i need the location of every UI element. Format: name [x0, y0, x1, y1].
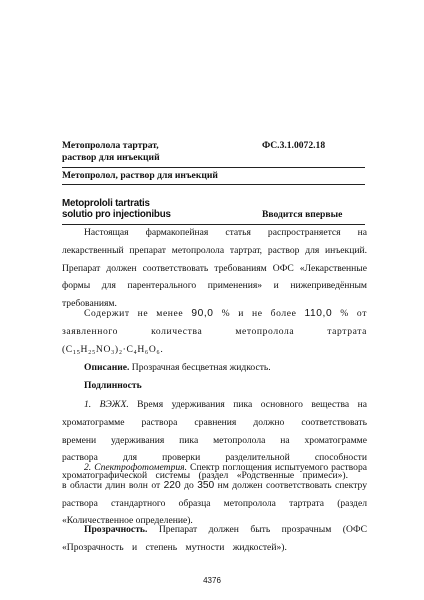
content-max-value: 110,0: [304, 308, 333, 319]
transparency-text: Препарат должен быть прозрачным (ОФС «Прозрачность и степень мутности жидкостей»).: [62, 524, 367, 553]
formula-tail: H₂₅NO₃)₂·C₄H₆O₆.: [80, 343, 164, 355]
latin-name: [62, 198, 252, 220]
spectro-paragraph: [62, 459, 367, 530]
spectro-text-1: Спектр поглощения испытуемого раствора в области длин волн от: [62, 462, 367, 491]
identity-heading: Подлинность: [84, 380, 142, 391]
latin-line-1: Metoprololi tartratis: [62, 198, 150, 209]
introduction-note: Вводится впервые: [262, 209, 343, 220]
monograph-code: ФС.3.1.0072.18: [262, 140, 326, 151]
content-min-value: 90,0: [191, 308, 214, 319]
spectro-to-value: 350: [197, 479, 215, 491]
spectro-label: 2. Спектрофотометрия.: [84, 462, 188, 473]
monograph-subtitle: Метопролол, раствор для инъекций: [62, 170, 218, 181]
description-paragraph: [62, 359, 367, 377]
header-rule-2: [62, 184, 365, 185]
content-text-3: % от заявленного количества метопролола тартрата (C: [62, 308, 367, 355]
content-text-2: % и не более: [213, 308, 305, 319]
scope-paragraph: [62, 224, 367, 313]
hplc-label: 1. ВЭЖХ.: [84, 399, 129, 410]
scope-text: Настоящая фармакопейная статья распространяется на лекарственный препарат метопролола тартрат, раствор для инъекций. Препарат должен соответствовать требованиям ОФС «Лекарственные формы для парентерального применения» и нижеприведённым требованиям.: [62, 227, 367, 310]
monograph-title: [62, 140, 252, 164]
spectro-text-3: нм должен соответствовать спектру раствора стандартного образца метопролола тартрата (раздел «Количественное определение).: [62, 479, 367, 527]
spectro-from-value: 220: [163, 479, 181, 491]
transparency-label: Прозрачность.: [84, 524, 148, 535]
description-text: Прозрачная бесцветная жидкость.: [129, 362, 271, 373]
description-label: Описание.: [84, 362, 130, 373]
page-number: 4376: [203, 576, 221, 585]
header-rule-1: [62, 167, 365, 168]
latin-line-2: solutio pro injectionibus: [62, 209, 171, 220]
content-text-1: Содержит не менее: [84, 308, 192, 319]
title-line-2: раствор для инъекций: [62, 152, 160, 163]
spectro-text-2: до: [180, 479, 198, 491]
identity-heading-line: [62, 377, 367, 395]
transparency-paragraph: [62, 521, 367, 557]
hplc-text: Время удерживания пика основного вещества на хроматограмме раствора сравнения должно соответствовать времени удерживания пика метопролола на хроматограмме раствора для проверки разделительной способности хроматографической системы (раздел «Родственные примеси»).: [62, 399, 367, 482]
title-line-1: Метопролола тартрат,: [62, 140, 159, 151]
content-paragraph: Содержит не менее 90,0 % и не более 110,0 % от заявленного количества метопролола тартрата $(C_{15}H_{25}NO_3)_2\cdot C_4H_6O_6$.: [62, 308, 367, 356]
